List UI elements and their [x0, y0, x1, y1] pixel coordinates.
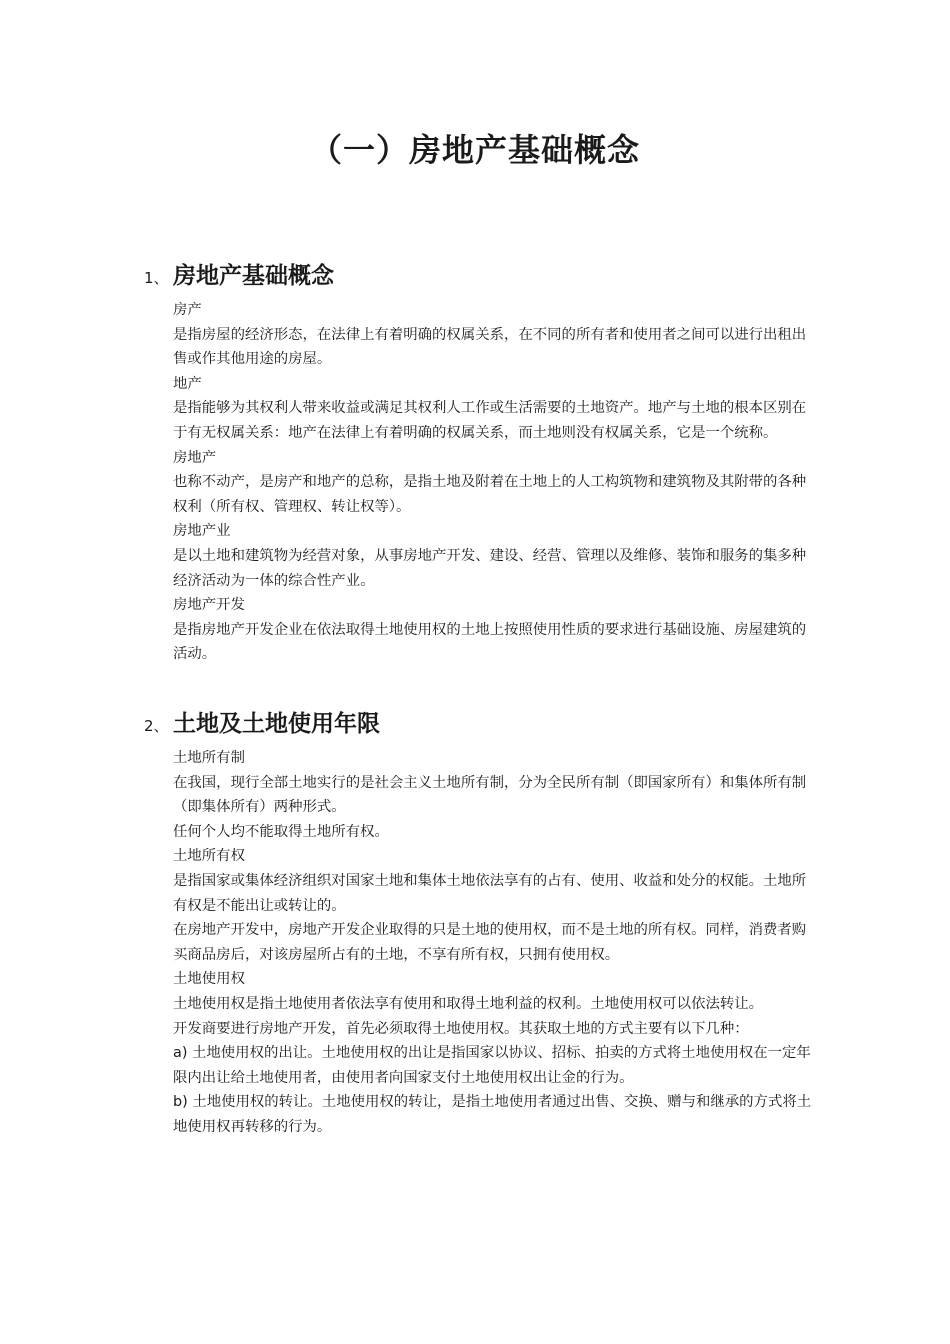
- definition-paragraph: 是指房屋的经济形态，在法律上有着明确的权属关系，在不同的所有者和使用者之间可以进行出租出售或作其他用途的房屋。: [173, 326, 807, 368]
- term-label: 土地所有权: [173, 848, 245, 865]
- definition-paragraph: 是以土地和建筑物为经营对象，从事房地产开发、建设、经营、管理以及维修、装饰和服务的集多种经济活动为一体的综合性产业。: [173, 547, 807, 589]
- body-paragraph: 任何个人均不能取得土地所有权。: [173, 823, 389, 840]
- term-label: 房地产: [173, 449, 217, 466]
- term-label: 地产: [173, 375, 202, 392]
- term-label: 土地所有制: [173, 750, 245, 766]
- document-title: （一）房地产基础概念: [309, 131, 640, 169]
- section-heading: [144, 706, 824, 742]
- section-real-estate-basics: [144, 258, 824, 667]
- section-number: 2、: [144, 717, 169, 735]
- definition-paragraph: 土地使用权是指土地使用者依法享有使用和取得土地利益的权利。土地使用权可以依法转让。: [173, 995, 764, 1012]
- definition-paragraph: 也称不动产，是房产和地产的总称，是指土地及附着在土地上的人工构筑物和建筑物及其附带的各种权利（所有权、管理权、转让权等）。: [173, 474, 807, 515]
- section-number: 1、: [144, 269, 169, 287]
- section-heading: [144, 258, 824, 294]
- section-body: [173, 298, 813, 667]
- body-paragraph: 在房地产开发中，房地产开发企业取得的只是土地的使用权，而不是土地的所有权。同样，消费者购买商品房后，对该房屋所占有的土地，不享有所有权，只拥有使用权。: [173, 922, 807, 963]
- section-land-use-term: [144, 706, 824, 1140]
- term-label: 房地产业: [173, 523, 231, 540]
- section-body: [173, 746, 813, 1140]
- definition-paragraph: 在我国，现行全部土地实行的是社会主义土地所有制，分为全民所有制（即国家所有）和集体所有制（即集体所有）两种形式。: [173, 774, 807, 816]
- term-label: 房地产开发: [173, 597, 245, 614]
- body-paragraph: 开发商要进行房地产开发，首先必须取得土地使用权。其获取土地的方式主要有以下几种：: [173, 1020, 749, 1037]
- section-title: 房地产基础概念: [173, 263, 334, 289]
- term-label: 房产: [173, 302, 202, 318]
- definition-paragraph: 是指房地产开发企业在依法取得土地使用权的土地上按照使用性质的要求进行基础设施、房屋建筑的活动。: [173, 621, 807, 663]
- term-label: 土地使用权: [173, 971, 245, 988]
- section-title: 土地及土地使用年限: [173, 711, 380, 737]
- definition-paragraph: 是指国家或集体经济组织对国家土地和集体土地依法享有的占有、使用、收益和处分的权能。土地所有权是不能出让或转让的。: [173, 872, 807, 914]
- definition-paragraph: 是指能够为其权利人带来收益或满足其权利人工作或生活需要的土地资产。地产与土地的根本区别在于有无权属关系：地产在法律上有着明确的权属关系，而土地则没有权属关系，它是一个统称。: [173, 400, 807, 441]
- list-item-a: a) 土地使用权的出让。土地使用权的出让是指国家以协议、招标、拍卖的方式将土地使用权在一定年限内出让给土地使用者，由使用者向国家支付土地使用权出让金的行为。: [173, 1045, 811, 1086]
- list-item-b: b) 土地使用权的转让。土地使用权的转让，是指土地使用者通过出售、交换、赠与和继承的方式将土地使用权再转移的行为。: [173, 1094, 812, 1135]
